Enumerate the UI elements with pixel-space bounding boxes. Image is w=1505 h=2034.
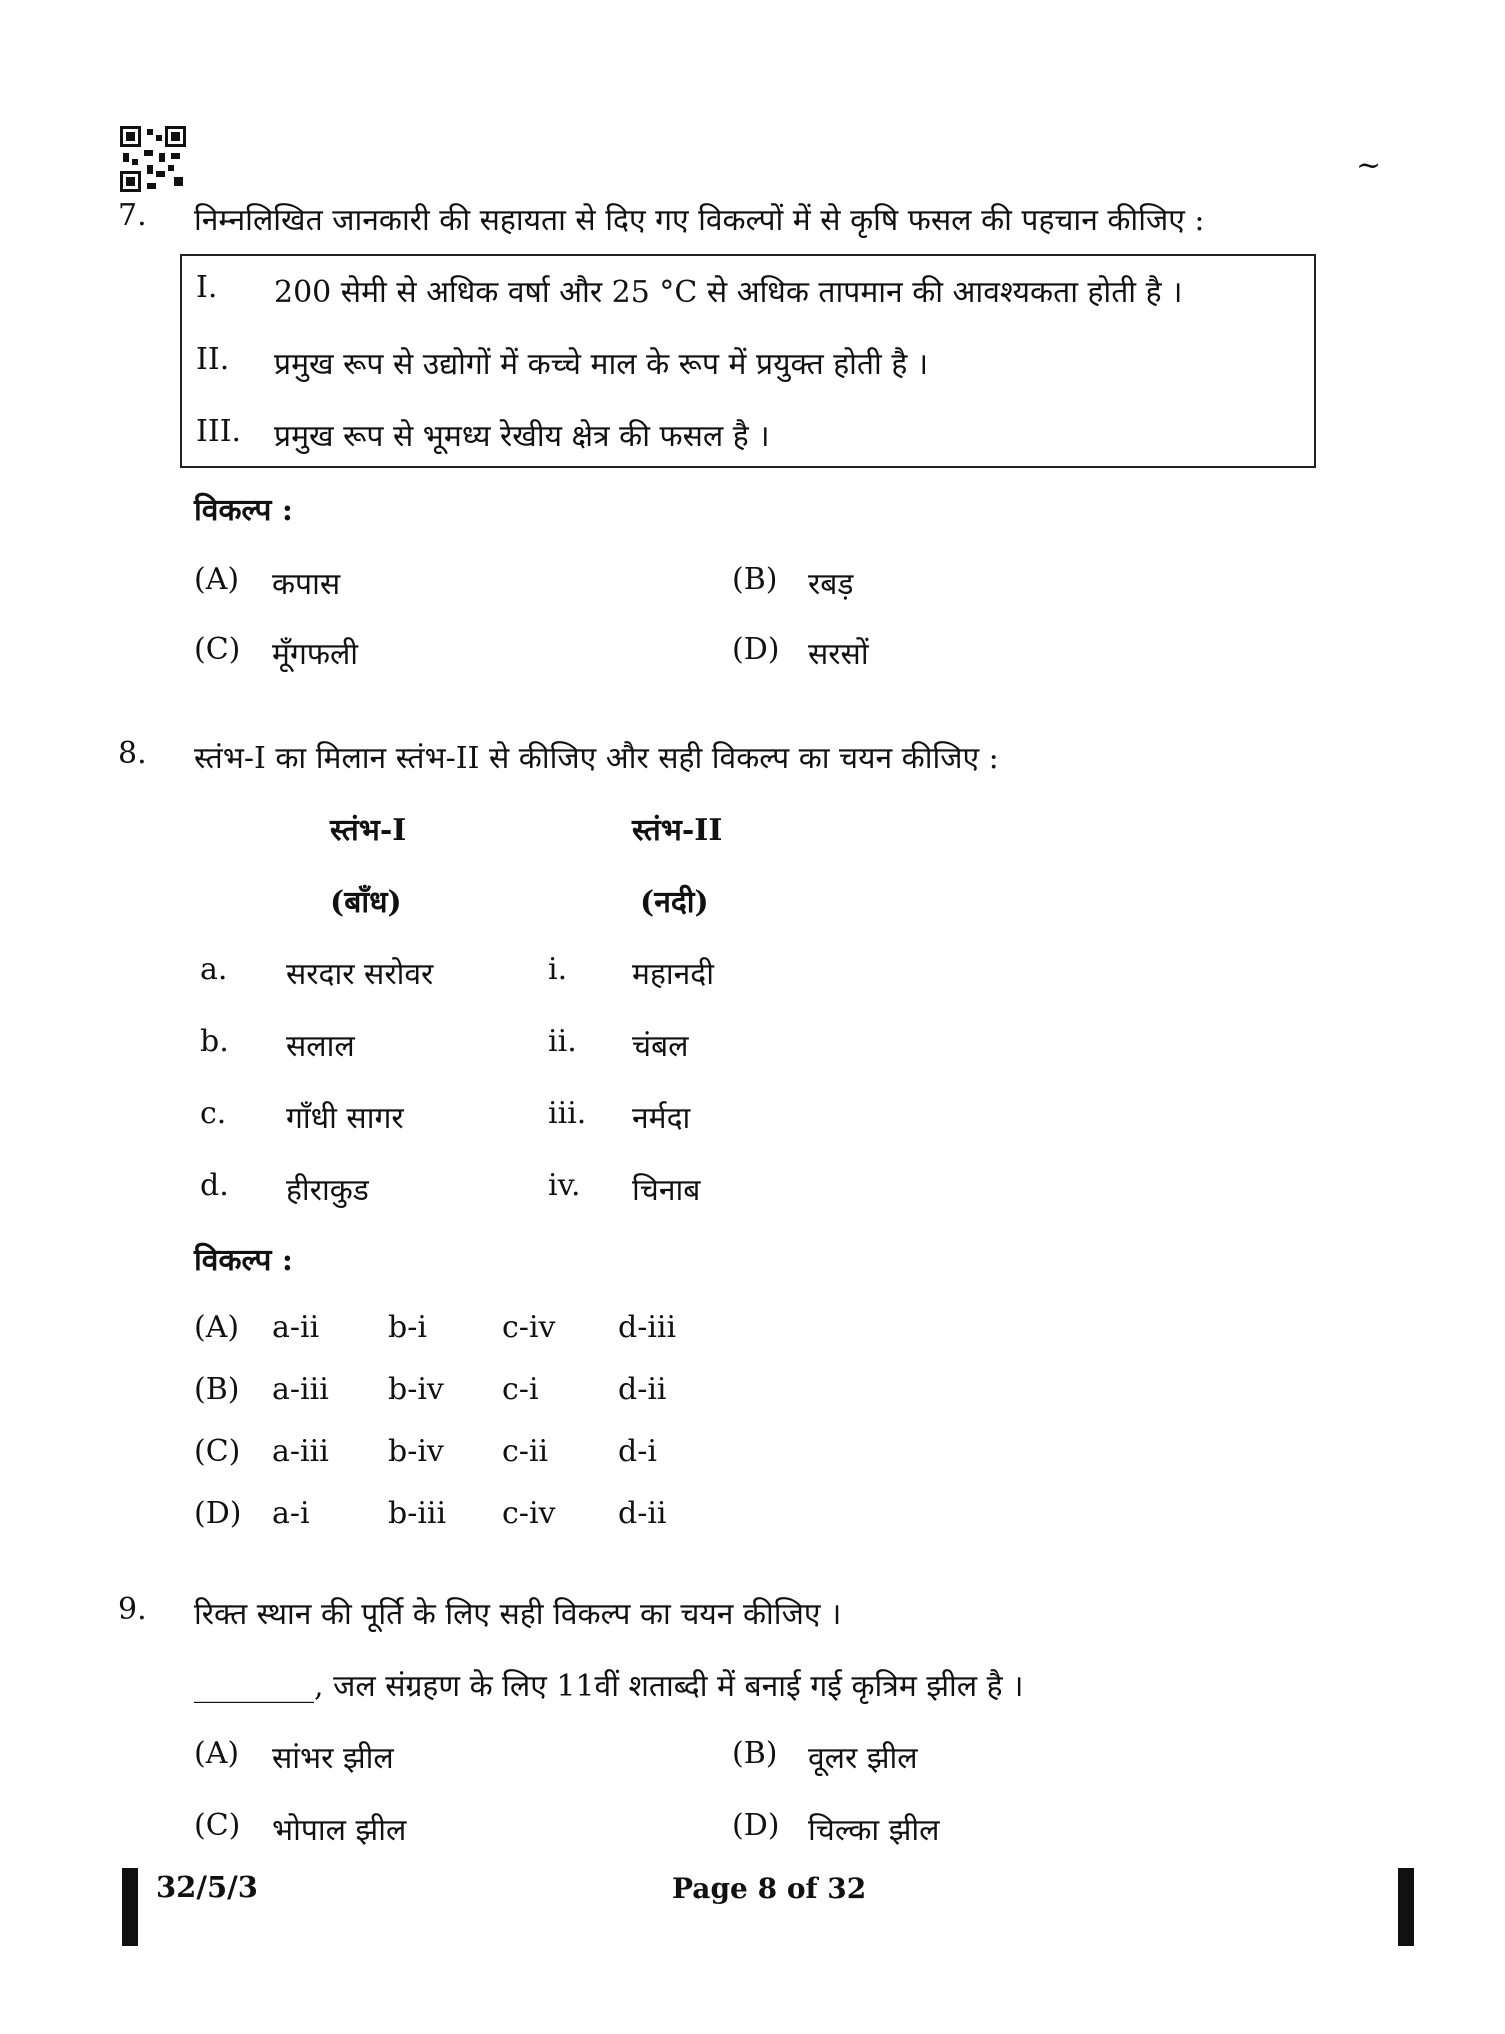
match-row-river: चिनाब	[632, 1173, 701, 1208]
option-text: वूलर झील	[808, 1741, 918, 1776]
option-pair: d-i	[618, 1434, 657, 1469]
option-text: सांभर झील	[272, 1741, 394, 1776]
option-pair: b-iv	[388, 1372, 444, 1407]
match-row-dam: सलाल	[286, 1029, 355, 1064]
option-key: (D)	[732, 632, 780, 667]
option-key: (D)	[732, 1808, 780, 1843]
option-key: (A)	[194, 1310, 240, 1345]
footer-right-bar	[1398, 1868, 1414, 1946]
question-8-options-label: विकल्प :	[194, 1243, 293, 1278]
question-9-blank-sentence: ________, जल संग्रहण के लिए 11वीं शताब्दी में बनाई गई कृत्रिम झील है ।	[194, 1669, 1024, 1704]
statement-text: प्रमुख रूप से भूमध्य रेखीय क्षेत्र की फसल है ।	[274, 419, 770, 454]
question-7-number: 7.	[118, 198, 147, 233]
statement-text: प्रमुख रूप से उद्योगों में कच्चे माल के रूप में प्रयुक्त होती है ।	[274, 347, 929, 382]
paper-code: 32/5/3	[156, 1870, 258, 1904]
column-1-heading: स्तंभ-I	[330, 813, 407, 848]
option-text: भोपाल झील	[272, 1813, 407, 1848]
option-pair: a-ii	[272, 1310, 320, 1345]
corner-mark: ~	[1356, 148, 1382, 183]
match-row-river: महानदी	[632, 957, 714, 992]
option-pair: b-iii	[388, 1496, 447, 1531]
option-pair: d-ii	[618, 1372, 667, 1407]
statement-text: 200 सेमी से अधिक वर्षा और 25 °C से अधिक तापमान की आवश्यकता होती है ।	[274, 275, 1183, 310]
match-row-letter: c.	[200, 1096, 227, 1131]
statement-number: II.	[196, 342, 230, 377]
option-pair: a-iii	[272, 1434, 329, 1469]
question-7-stem: निम्नलिखित जानकारी की सहायता से दिए गए विकल्पों में से कृषि फसल की पहचान कीजिए :	[194, 203, 1205, 238]
option-pair: a-i	[272, 1496, 310, 1531]
option-pair: a-iii	[272, 1372, 329, 1407]
option-key: (D)	[194, 1496, 242, 1531]
question-8-stem: स्तंभ-I का मिलान स्तंभ-II से कीजिए और सही विकल्प का चयन कीजिए :	[194, 741, 999, 776]
option-pair: d-iii	[618, 1310, 677, 1345]
match-row-dam: गाँधी सागर	[286, 1101, 404, 1136]
option-pair: b-iv	[388, 1434, 444, 1469]
option-text: कपास	[272, 567, 341, 602]
option-pair: c-ii	[502, 1434, 549, 1469]
option-pair: d-ii	[618, 1496, 667, 1531]
statement-number: I.	[196, 270, 218, 305]
match-row-river: नर्मदा	[632, 1101, 691, 1136]
option-text: मूँगफली	[272, 637, 359, 672]
option-key: (B)	[732, 562, 778, 597]
question-9-number: 9.	[118, 1592, 147, 1627]
match-row-letter: d.	[200, 1168, 229, 1203]
option-text: सरसों	[808, 637, 869, 672]
match-row-letter: b.	[200, 1024, 229, 1059]
option-key: (C)	[194, 632, 241, 667]
option-key: (C)	[194, 1434, 241, 1469]
match-row-letter: a.	[200, 952, 228, 987]
match-row-roman: iii.	[548, 1096, 587, 1131]
option-pair: c-iv	[502, 1496, 556, 1531]
match-row-dam: सरदार सरोवर	[286, 957, 434, 992]
match-row-dam: हीराकुड	[286, 1173, 369, 1208]
option-pair: c-iv	[502, 1310, 556, 1345]
option-key: (B)	[194, 1372, 240, 1407]
option-text: रबड़	[808, 567, 854, 602]
question-7-options-label: विकल्प :	[194, 493, 293, 528]
question-7-statements-box	[180, 254, 1316, 468]
option-key: (A)	[194, 1736, 240, 1771]
option-key: (B)	[732, 1736, 778, 1771]
option-pair: c-i	[502, 1372, 539, 1407]
page-number: Page 8 of 32	[672, 1872, 867, 1905]
match-row-river: चंबल	[632, 1029, 689, 1064]
option-pair: b-i	[388, 1310, 427, 1345]
question-8-number: 8.	[118, 736, 147, 771]
column-1-subheading: (बाँध)	[330, 885, 402, 920]
option-key: (C)	[194, 1808, 241, 1843]
option-text: चिल्का झील	[808, 1813, 940, 1848]
footer-left-bar	[122, 1868, 138, 1946]
column-2-heading: स्तंभ-II	[632, 813, 723, 848]
statement-number: III.	[196, 414, 242, 449]
option-key: (A)	[194, 562, 240, 597]
column-2-subheading: (नदी)	[640, 885, 709, 920]
match-row-roman: ii.	[548, 1024, 577, 1059]
qr-code-icon	[120, 126, 186, 192]
match-row-roman: iv.	[548, 1168, 581, 1203]
match-row-roman: i.	[548, 952, 568, 987]
question-9-stem: रिक्त स्थान की पूर्ति के लिए सही विकल्प का चयन कीजिए ।	[194, 1597, 842, 1632]
